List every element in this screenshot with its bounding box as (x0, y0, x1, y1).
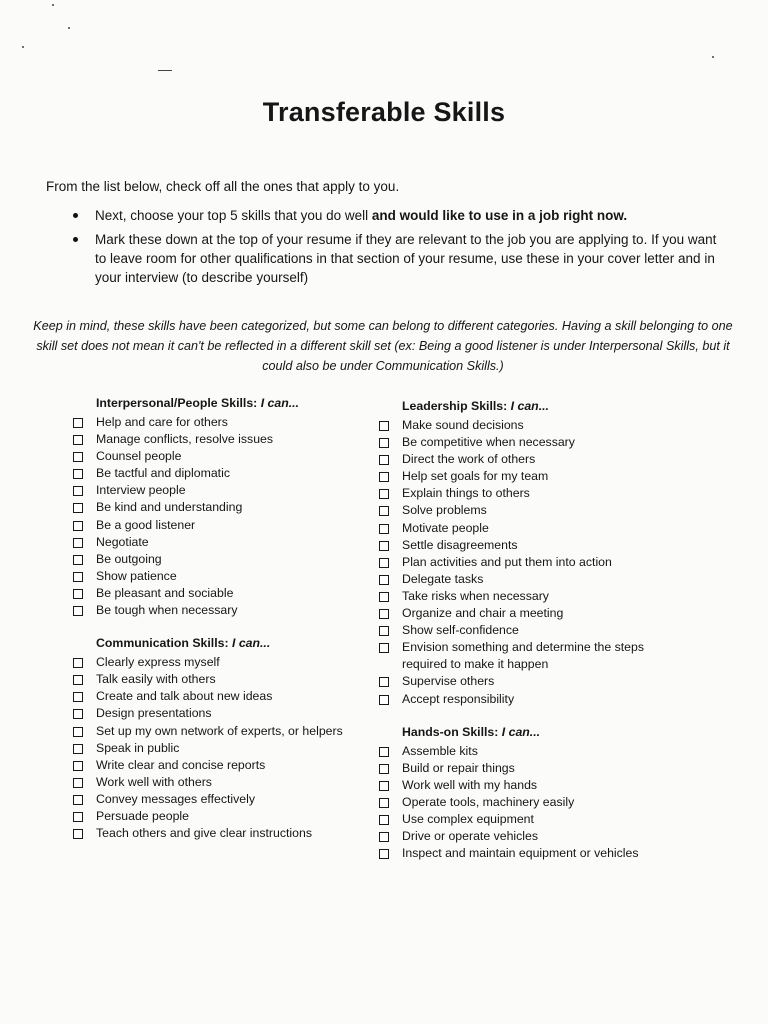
skill-label: Design presentations (96, 706, 212, 721)
checkbox[interactable] (73, 486, 83, 496)
checkbox[interactable] (73, 812, 83, 822)
checkbox[interactable] (379, 695, 389, 705)
skill-label: Interview people (96, 483, 186, 498)
section-heading-text: Interpersonal/People Skills: (96, 396, 258, 410)
checkbox[interactable] (73, 555, 83, 565)
skill-item (72, 602, 362, 619)
checkbox[interactable] (379, 575, 389, 585)
skill-label: Speak in public (96, 740, 180, 755)
skill-label: Operate tools, machinery easily (402, 794, 575, 809)
checkbox[interactable] (73, 521, 83, 531)
interpersonal-section (72, 395, 362, 619)
checkbox[interactable] (379, 455, 389, 465)
skill-item (72, 551, 362, 568)
scan-speck (22, 46, 24, 48)
checkbox[interactable] (379, 558, 389, 568)
checkbox[interactable] (73, 709, 83, 719)
section-heading-suffix: I can... (231, 636, 271, 651)
section-heading-text: Leadership Skills: (402, 399, 508, 413)
scan-speck (712, 56, 714, 58)
skill-item (72, 568, 362, 585)
checkbox[interactable] (379, 798, 389, 808)
page-title: Transferable Skills (262, 97, 506, 127)
skill-item (72, 431, 362, 448)
skill-list (378, 743, 678, 863)
skill-label: Manage conflicts, resolve issues (96, 432, 274, 447)
checkbox[interactable] (73, 727, 83, 737)
checkbox[interactable] (379, 489, 389, 499)
skill-list (72, 414, 362, 619)
skill-item (378, 794, 678, 811)
skill-label: Use complex equipment (402, 811, 534, 826)
skill-label: Set up my own network of experts, or helpers (96, 723, 343, 738)
skill-item (72, 671, 362, 688)
skill-item (378, 828, 678, 845)
checkbox[interactable] (379, 781, 389, 791)
skill-label: Be outgoing (96, 551, 162, 566)
checkbox[interactable] (73, 452, 83, 462)
intro-text: From the list below, check off all the ones that apply to you. (46, 179, 400, 194)
skill-item (378, 743, 678, 760)
checkbox[interactable] (73, 469, 83, 479)
skill-item (378, 588, 678, 605)
skill-list (378, 417, 678, 708)
checkbox[interactable] (73, 435, 83, 445)
skill-label: Be tough when necessary (96, 603, 238, 618)
skill-label: Help set goals for my team (402, 469, 549, 484)
skill-item (72, 499, 362, 516)
skill-label: Teach others and give clear instructions (96, 826, 312, 841)
skill-label: Accept responsibility (402, 691, 515, 706)
checkbox[interactable] (73, 606, 83, 616)
checkbox[interactable] (379, 524, 389, 534)
skill-label: Work well with others (96, 774, 212, 789)
skill-label: Help and care for others (96, 415, 228, 429)
skill-item (72, 482, 362, 499)
checkbox[interactable] (73, 829, 83, 839)
section-heading (402, 398, 678, 415)
skill-item (72, 517, 362, 534)
skill-list (72, 654, 362, 842)
checkbox[interactable] (379, 472, 389, 482)
skill-label: Be a good listener (96, 517, 196, 532)
skill-item (72, 705, 362, 722)
checkbox[interactable] (379, 849, 389, 859)
skill-item (378, 777, 678, 794)
skill-item (378, 845, 678, 862)
skill-item (72, 791, 362, 808)
instruction-emphasis: and would like to use in a job right now. (371, 208, 628, 223)
right-column (378, 398, 678, 862)
skill-label: Inspect and maintain equipment or vehicles (402, 846, 639, 861)
checkbox[interactable] (379, 438, 389, 448)
skill-item (72, 534, 362, 551)
skill-label: Show self-confidence (402, 623, 519, 638)
skill-item (72, 740, 362, 757)
checkbox[interactable] (379, 609, 389, 619)
skill-item (378, 434, 678, 451)
skill-label: Take risks when necessary (402, 588, 549, 603)
instruction-item (70, 206, 720, 225)
skill-item (72, 774, 362, 791)
skill-label: Create and talk about new ideas (96, 689, 273, 704)
skill-label: Be pleasant and sociable (96, 585, 234, 600)
checkbox[interactable] (379, 643, 389, 653)
skill-item (378, 811, 678, 828)
section-heading (96, 395, 362, 412)
checkbox[interactable] (379, 747, 389, 757)
section-heading-text: Communication Skills: (96, 636, 229, 651)
skill-item (378, 417, 678, 434)
skill-label: Clearly express myself (96, 655, 220, 670)
bullet-icon (73, 237, 78, 242)
instruction-text: Next, choose your top 5 skills that you do well (95, 208, 372, 223)
skill-label: Be kind and understanding (96, 500, 243, 515)
skill-item (378, 502, 678, 519)
instruction-text: Mark these down at the top of your resume if they are relevant to the job you are applying to. If you want to leave room for other qualifications in that section of your resume, use these in your cover letter and in your interview (to describe yourself) (95, 232, 717, 285)
skill-label: Counsel people (96, 449, 182, 464)
left-column (72, 395, 362, 842)
scan-speck (52, 4, 54, 6)
skill-item (378, 485, 678, 502)
checkbox[interactable] (73, 761, 83, 771)
skill-item (72, 825, 362, 842)
scan-speck (68, 27, 70, 29)
skill-label: Be competitive when necessary (402, 435, 575, 450)
skill-label: Settle disagreements (402, 537, 518, 552)
skill-label: Work well with my hands (402, 777, 538, 792)
skill-label: Be tactful and diplomatic (96, 466, 230, 481)
instruction-list (70, 206, 720, 292)
skill-label: Solve problems (402, 503, 487, 518)
skill-item (72, 723, 362, 740)
skill-label: Assemble kits (402, 743, 478, 758)
handson-section (378, 724, 678, 863)
section-heading (402, 724, 678, 741)
skill-item (378, 451, 678, 468)
checkbox[interactable] (379, 832, 389, 842)
checkbox[interactable] (73, 795, 83, 805)
skill-item (72, 465, 362, 482)
section-heading-text: Hands-on Skills: (402, 724, 499, 739)
skill-label: Organize and chair a meeting (402, 606, 564, 621)
skill-label: Explain things to others (402, 486, 530, 501)
checkbox[interactable] (73, 744, 83, 754)
skill-item (72, 688, 362, 705)
section-heading-suffix: I can... (260, 396, 299, 410)
skill-label: Convey messages effectively (96, 791, 256, 806)
skill-label: Drive or operate vehicles (402, 829, 539, 844)
skill-item (72, 757, 362, 774)
checkbox[interactable] (73, 572, 83, 582)
category-note: Keep in mind, these skills have been categorized, but some can belong to different categories. Having a skill belonging to one skill set does not mean it can't be reflected in a different skill set (ex: Being a good listener is under Interpersonal Skills, but it could also be under Communication Skills.) (33, 319, 733, 373)
communication-section (72, 635, 362, 842)
checkbox[interactable] (73, 538, 83, 548)
checkbox[interactable] (73, 658, 83, 668)
checkbox[interactable] (379, 592, 389, 602)
checkbox[interactable] (73, 778, 83, 788)
checkbox[interactable] (379, 541, 389, 551)
checkbox[interactable] (73, 589, 83, 599)
skill-label: Show patience (96, 568, 177, 583)
skill-item (378, 673, 678, 690)
section-heading (96, 635, 362, 652)
skill-label: Direct the work of others (402, 452, 536, 467)
skill-item (378, 571, 678, 588)
skill-item (378, 605, 678, 622)
skill-item (378, 622, 678, 639)
checkbox[interactable] (379, 815, 389, 825)
skill-label: Motivate people (402, 520, 489, 535)
skill-item (378, 520, 678, 537)
checkbox[interactable] (379, 421, 389, 431)
skill-item (378, 537, 678, 554)
skill-item (72, 585, 362, 602)
checkbox[interactable] (73, 675, 83, 685)
instruction-item (70, 230, 720, 287)
scan-speck (158, 70, 172, 71)
skill-label: Negotiate (96, 534, 149, 549)
skill-item (378, 468, 678, 485)
skill-item (378, 554, 678, 571)
checkbox[interactable] (73, 418, 83, 428)
skill-item (378, 760, 678, 777)
skill-label: Plan activities and put them into action (402, 554, 612, 569)
leadership-section (378, 398, 678, 708)
section-heading-suffix: I can... (510, 399, 549, 413)
skill-label: Envision something and determine the steps required to make it happen (402, 640, 644, 672)
checkbox[interactable] (379, 626, 389, 636)
skill-label: Build or repair things (402, 760, 515, 775)
skill-item (378, 639, 678, 673)
bullet-icon (73, 213, 78, 218)
checkbox[interactable] (379, 764, 389, 774)
checkbox[interactable] (379, 506, 389, 516)
skill-item (72, 414, 362, 431)
skill-label: Write clear and concise reports (96, 757, 266, 772)
skill-label: Supervise others (402, 674, 495, 689)
checkbox[interactable] (73, 692, 83, 702)
skill-label: Delegate tasks (402, 571, 484, 586)
checkbox[interactable] (73, 503, 83, 513)
skill-label: Talk easily with others (96, 672, 216, 687)
section-heading-suffix: I can... (501, 724, 541, 739)
skill-item (72, 448, 362, 465)
checkbox[interactable] (379, 677, 389, 687)
skill-item (378, 691, 678, 708)
skill-label: Persuade people (96, 808, 189, 823)
skill-label: Make sound decisions (402, 418, 524, 432)
skill-item (72, 654, 362, 671)
skill-item (72, 808, 362, 825)
